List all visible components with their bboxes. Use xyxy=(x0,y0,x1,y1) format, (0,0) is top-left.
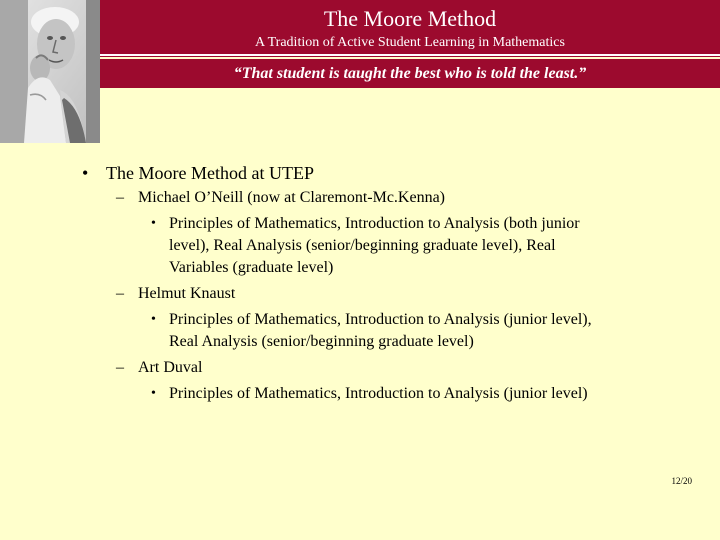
bullet-marker: • xyxy=(82,163,89,183)
course-list-line: Real Analysis (senior/beginning graduate level) xyxy=(169,333,474,350)
instructor-knaust: Helmut Knaust xyxy=(138,285,236,302)
sub-bullet-marker: • xyxy=(151,312,156,327)
slide-title: The Moore Method xyxy=(323,6,497,31)
course-list-line: Principles of Mathematics, Introduction to Analysis (both junior xyxy=(169,215,580,232)
bullet-heading: The Moore Method at UTEP xyxy=(106,163,314,183)
dash-marker: – xyxy=(116,359,124,376)
instructor-oneill: Michael O’Neill (now at Claremont-Mc.Kenna) xyxy=(138,189,446,206)
dash-marker: – xyxy=(116,285,124,302)
course-list-line: Principles of Mathematics, Introduction to Analysis (junior level), xyxy=(169,311,592,328)
instructor-duval: Art Duval xyxy=(138,359,203,376)
page-number: 12/20 xyxy=(671,476,692,486)
slide-subtitle: A Tradition of Active Student Learning in Mathematics xyxy=(255,35,565,50)
slide-quote: “That student is taught the best who is told the least.” xyxy=(233,65,587,82)
sub-bullet-marker: • xyxy=(151,216,156,231)
course-list-line: Principles of Mathematics, Introduction to Analysis (junior level) xyxy=(169,385,588,402)
course-list-line: Variables (graduate level) xyxy=(169,259,334,276)
course-list-line: level), Real Analysis (senior/beginning graduate level), Real xyxy=(169,237,556,254)
sub-bullet-marker: • xyxy=(151,386,156,401)
dash-marker: – xyxy=(116,189,124,206)
